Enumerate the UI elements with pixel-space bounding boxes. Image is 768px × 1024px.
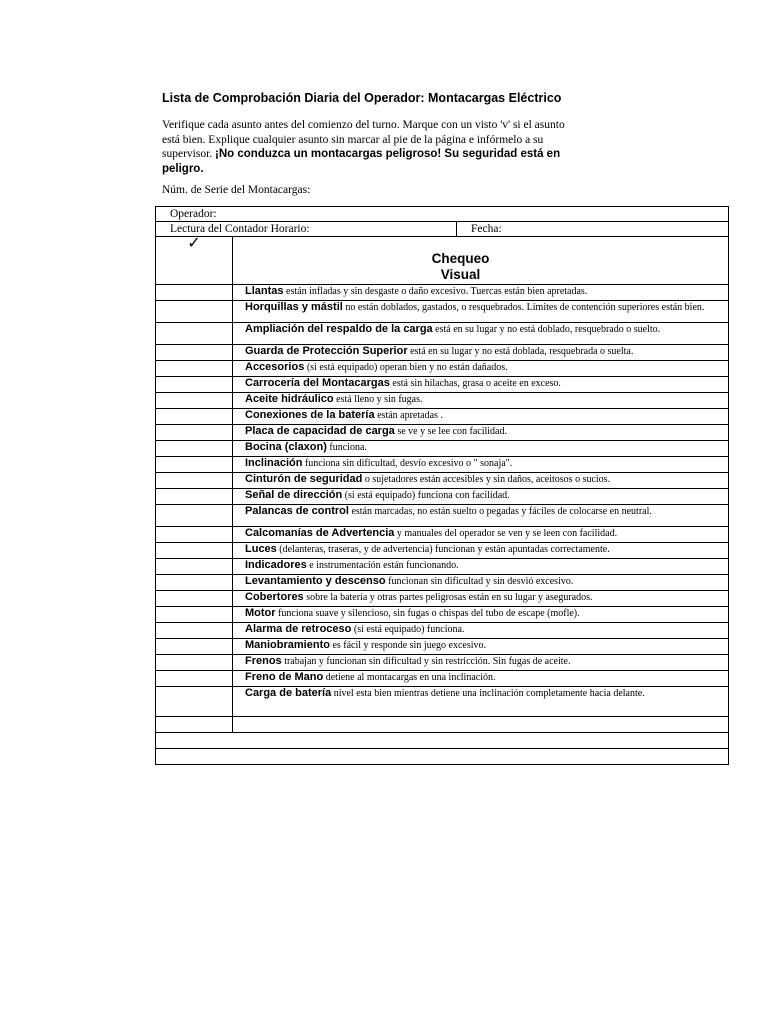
item-description bbox=[233, 623, 728, 638]
checklist-item bbox=[156, 393, 728, 409]
checklist-item bbox=[156, 361, 728, 377]
safety-warning: ¡No conduzca un montacargas peligroso! Su seguridad está en peligro. bbox=[162, 148, 561, 175]
check-box[interactable] bbox=[156, 345, 233, 360]
item-label: Conexiones de la batería bbox=[245, 409, 375, 421]
item-label: Ampliación del respaldo de la carga bbox=[245, 323, 433, 335]
blank-row bbox=[156, 717, 728, 733]
item-label: Cobertores bbox=[245, 591, 304, 603]
checklist-item bbox=[156, 285, 728, 301]
item-label: Luces bbox=[245, 543, 277, 555]
item-text: están infladas y sin desgaste o daño excesivo. Tuercas están bien apretadas. bbox=[283, 286, 588, 297]
check-box[interactable] bbox=[156, 639, 233, 654]
item-description bbox=[233, 575, 728, 590]
item-label: Motor bbox=[245, 607, 276, 619]
check-box[interactable] bbox=[156, 473, 233, 488]
hour-meter-label: Lectura del Contador Horario: bbox=[170, 223, 310, 235]
heading-line-1: Chequeo bbox=[431, 251, 490, 266]
checklist-item bbox=[156, 345, 728, 361]
check-box[interactable] bbox=[156, 441, 233, 456]
item-text: nivel esta bien mientras detiene una inclinación completamente hacia delante. bbox=[331, 688, 645, 699]
checklist-item bbox=[156, 425, 728, 441]
heading-line-2: Visual bbox=[440, 267, 481, 282]
page-title: Lista de Comprobación Diaria del Operador: Montacargas Eléctrico bbox=[162, 91, 562, 105]
check-box[interactable] bbox=[156, 717, 233, 732]
item-description bbox=[233, 687, 728, 716]
check-box[interactable] bbox=[156, 543, 233, 558]
checklist-item bbox=[156, 505, 728, 527]
item-description bbox=[233, 457, 728, 472]
item-description bbox=[233, 361, 728, 376]
item-label: Frenos bbox=[245, 655, 282, 667]
checkmark-icon: ✓ bbox=[156, 237, 233, 284]
item-text: están marcadas, no están suelto o pegadas y fáciles de colocarse en neutral. bbox=[348, 506, 652, 517]
checklist-item bbox=[156, 301, 728, 323]
item-text: (si está equipado) funciona con facilidad. bbox=[342, 490, 510, 501]
check-box[interactable] bbox=[156, 591, 233, 606]
item-description bbox=[233, 505, 728, 526]
item-description bbox=[233, 489, 728, 504]
check-box[interactable] bbox=[156, 655, 233, 670]
checklist-item bbox=[156, 441, 728, 457]
checklist-item bbox=[156, 575, 728, 591]
check-box[interactable] bbox=[156, 285, 233, 300]
item-text: (delanteras, traseras, y de advertencia) funcionan y están apuntadas correctamente. bbox=[276, 544, 610, 555]
item-text: funciona sin dificultad, desvío excesivo o " sonaja". bbox=[302, 458, 513, 469]
item-text: está lleno y sin fugas. bbox=[333, 394, 423, 405]
item-label: Bocina (claxon) bbox=[245, 441, 327, 453]
item-label: Llantas bbox=[245, 285, 284, 297]
instructions-text: Verifique cada asunto antes del comienzo del turno. Marque con un visto 'v' si el asunto está bien. Explique cualquier asunto sin marcar al pie de la página e infórmelo a su supervisor. bbox=[162, 119, 565, 160]
checklist-item bbox=[156, 639, 728, 655]
check-box[interactable] bbox=[156, 457, 233, 472]
checklist-item bbox=[156, 323, 728, 345]
checklist-item bbox=[156, 671, 728, 687]
item-description bbox=[233, 655, 728, 670]
column-header-row bbox=[156, 237, 728, 285]
item-text: funciona suave y silencioso, sin fugas o chispas del tubo de escape (mofle). bbox=[275, 608, 580, 619]
item-description bbox=[233, 639, 728, 654]
item-text: está en su lugar y no está doblada, resquebrada o suelta. bbox=[407, 346, 634, 357]
item-label: Indicadores bbox=[245, 559, 307, 571]
check-box[interactable] bbox=[156, 671, 233, 686]
item-label: Señal de dirección bbox=[245, 489, 343, 501]
check-box[interactable] bbox=[156, 527, 233, 542]
check-box[interactable] bbox=[156, 559, 233, 574]
check-box[interactable] bbox=[156, 425, 233, 440]
checklist-item bbox=[156, 489, 728, 505]
item-label: Freno de Mano bbox=[245, 671, 324, 683]
check-box[interactable] bbox=[156, 687, 233, 716]
check-box[interactable] bbox=[156, 377, 233, 392]
instructions bbox=[162, 118, 582, 176]
item-label: Alarma de retroceso bbox=[245, 623, 352, 635]
item-label: Carrocería del Montacargas bbox=[245, 377, 390, 389]
checklist-item bbox=[156, 687, 728, 717]
item-label: Cinturón de seguridad bbox=[245, 473, 363, 485]
item-label: Inclinación bbox=[245, 457, 303, 469]
check-box[interactable] bbox=[156, 575, 233, 590]
checklist-item bbox=[156, 655, 728, 671]
checklist-item bbox=[156, 527, 728, 543]
item-description bbox=[233, 425, 728, 440]
item-label: Aceite hidráulico bbox=[245, 393, 334, 405]
item-label: Placa de capacidad de carga bbox=[245, 425, 395, 437]
checklist-item bbox=[156, 377, 728, 393]
item-label: Maniobramiento bbox=[245, 639, 330, 651]
operator-label: Operador: bbox=[170, 208, 217, 220]
check-box[interactable] bbox=[156, 409, 233, 424]
item-text: funcionan sin dificultad y sin desvió excesivo. bbox=[385, 576, 574, 587]
item-text: se ve y se lee con facilidad. bbox=[394, 426, 507, 437]
meter-date-row bbox=[156, 222, 728, 237]
item-description bbox=[233, 527, 728, 542]
notes-row[interactable] bbox=[156, 749, 728, 765]
item-description bbox=[233, 393, 728, 408]
date-label: Fecha: bbox=[471, 223, 502, 235]
item-text: (si está equipado) funciona. bbox=[351, 624, 465, 635]
item-text: están apretadas . bbox=[374, 410, 443, 421]
checklist-item bbox=[156, 623, 728, 639]
item-text: está en su lugar y no está doblado, resquebrado o suelto. bbox=[432, 324, 661, 335]
serial-number-label: Núm. de Serie del Montacargas: bbox=[162, 184, 311, 196]
item-label: Accesorios bbox=[245, 361, 305, 373]
check-box[interactable] bbox=[156, 393, 233, 408]
item-text: (si está equipado) operan bien y no están dañados. bbox=[304, 362, 508, 373]
check-box[interactable] bbox=[156, 505, 233, 526]
check-box[interactable] bbox=[156, 489, 233, 504]
item-description bbox=[233, 671, 728, 686]
checklist-item bbox=[156, 559, 728, 575]
item-description bbox=[233, 409, 728, 424]
checklist-item bbox=[156, 591, 728, 607]
item-text: e instrumentación están funcionando. bbox=[306, 560, 459, 571]
item-description bbox=[233, 285, 728, 300]
item-description bbox=[233, 377, 728, 392]
visual-check-heading bbox=[233, 237, 728, 284]
item-text: o sujetadores están accesibles y sin daños, aceitosos o sucios. bbox=[362, 474, 611, 485]
item-description bbox=[233, 607, 728, 622]
check-box[interactable] bbox=[156, 301, 233, 322]
notes-row[interactable] bbox=[156, 733, 728, 749]
check-box[interactable] bbox=[156, 607, 233, 622]
item-label: Guarda de Protección Superior bbox=[245, 345, 408, 357]
item-description bbox=[233, 441, 728, 456]
item-label: Calcomanías de Advertencia bbox=[245, 527, 395, 539]
item-description bbox=[233, 591, 728, 606]
check-box[interactable] bbox=[156, 623, 233, 638]
checklist-item bbox=[156, 473, 728, 489]
item-text: trabajan y funcionan sin dificultad y sin restricción. Sin fugas de aceite. bbox=[281, 656, 571, 667]
item-text: sobre la batería y otras partes peligrosas están en su lugar y asegurados. bbox=[303, 592, 593, 603]
date-field[interactable] bbox=[457, 222, 502, 236]
operator-field[interactable] bbox=[156, 207, 728, 222]
item-label: Horquillas y mástil bbox=[245, 301, 343, 313]
checklist-table bbox=[155, 206, 729, 765]
item-text: y manuales del operador se ven y se leen con facilidad. bbox=[394, 528, 618, 539]
checklist-item bbox=[156, 543, 728, 559]
check-box[interactable] bbox=[156, 323, 233, 344]
item-label: Levantamiento y descenso bbox=[245, 575, 386, 587]
item-description bbox=[233, 323, 728, 344]
item-text: funciona. bbox=[326, 442, 367, 453]
item-label: Carga de batería bbox=[245, 687, 332, 699]
checklist-item bbox=[156, 607, 728, 623]
item-text: detiene al montacargas en una inclinación. bbox=[323, 672, 496, 683]
checklist-items bbox=[156, 285, 728, 717]
item-description bbox=[233, 301, 728, 322]
item-label: Palancas de control bbox=[245, 505, 349, 517]
check-box[interactable] bbox=[156, 361, 233, 376]
item-description bbox=[233, 345, 728, 360]
checklist-item bbox=[156, 457, 728, 473]
checklist-item bbox=[156, 409, 728, 425]
item-description bbox=[233, 559, 728, 574]
item-text: está sin hilachas, grasa o aceite en exceso. bbox=[389, 378, 561, 389]
hour-meter-field[interactable] bbox=[156, 222, 457, 236]
item-description bbox=[233, 473, 728, 488]
item-text: no están doblados, gastados, o resquebrados. Límites de contención superiores están bien. bbox=[342, 302, 705, 313]
item-text: es fácil y responde sin juego excesivo. bbox=[329, 640, 487, 651]
item-description bbox=[233, 543, 728, 558]
blank-notes[interactable] bbox=[233, 717, 728, 732]
